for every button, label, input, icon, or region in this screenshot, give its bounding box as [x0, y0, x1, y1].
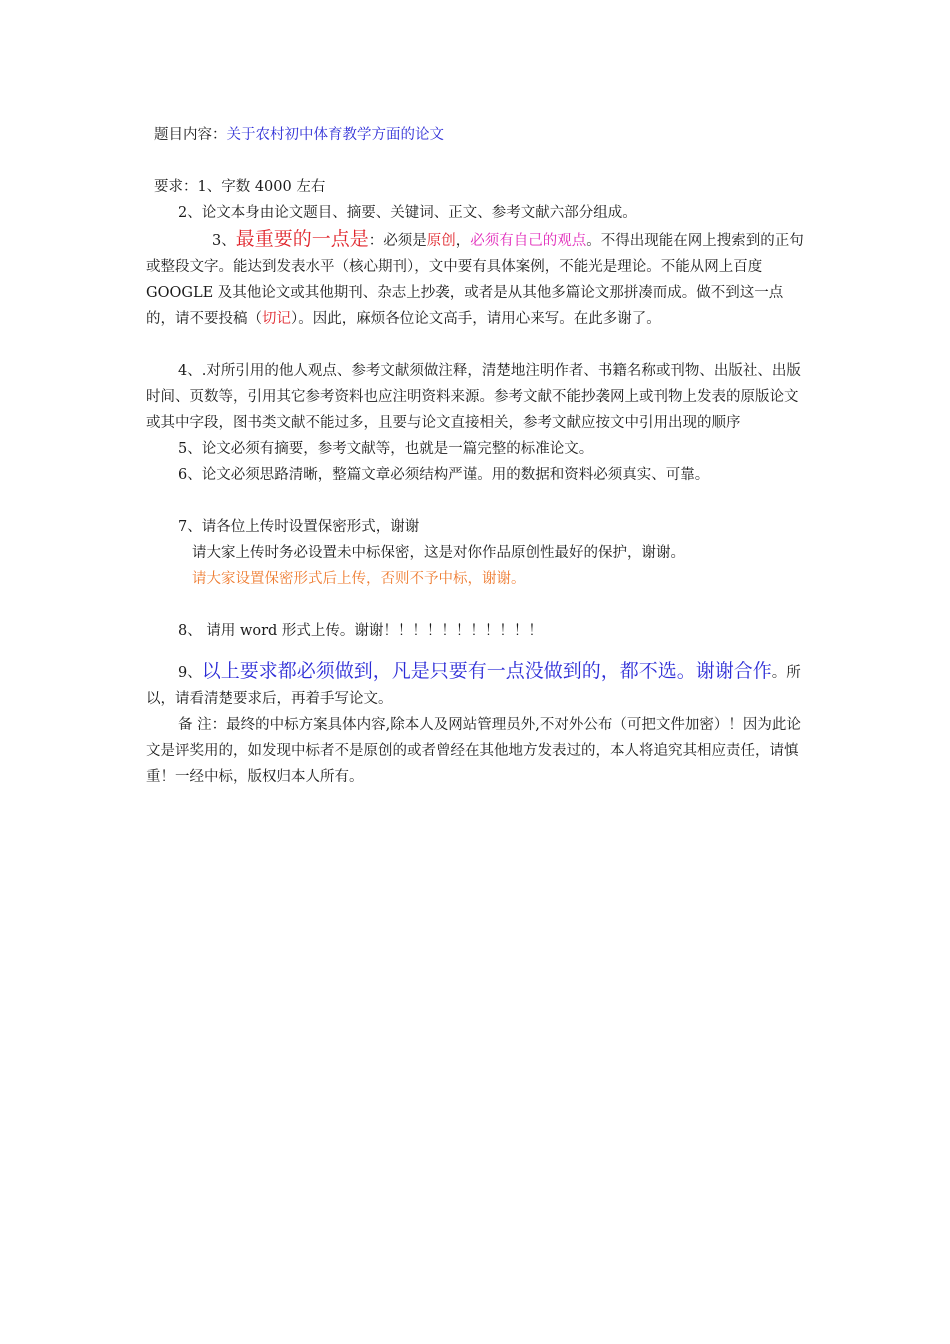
spacer — [146, 644, 810, 658]
req9-text: 。所以，请看清楚要求后，再着手写论文。 — [146, 665, 801, 707]
requirement-7-note-2: 请大家设置保密形式后上传，否则不予中标，谢谢。 — [192, 571, 526, 587]
requirement-8: 8、 请用 word 形式上传。谢谢！！！！！！！！！！！ — [178, 623, 543, 639]
req3-comma: ， — [455, 233, 471, 249]
spacer — [146, 488, 810, 514]
req3-own-view: 必须有自己的观点 — [470, 233, 587, 249]
document-body — [146, 122, 810, 790]
req3-emphasis: 最重要的一点是 — [235, 228, 369, 250]
requirement-5: 5、论文必须有摘要，参考文献等，也就是一篇完整的标准论文。 — [178, 441, 594, 457]
requirement-6: 6、论文必须思路清晰，整篇文章必须结构严谨。用的数据和资料必须真实、可靠。 — [178, 467, 710, 483]
req3-qieji: 切记 — [262, 311, 291, 327]
requirement-7: 7、请各位上传时设置保密形式，谢谢 — [178, 519, 420, 535]
title-line — [146, 122, 810, 148]
spacer — [146, 332, 810, 358]
req9-number: 9、 — [178, 665, 202, 681]
req3-original: 原创 — [426, 233, 456, 249]
req3-colon: ：必须是 — [368, 233, 427, 249]
spacer — [146, 592, 810, 618]
requirement-1: 要求：1、字数 4000 左右 — [154, 179, 326, 195]
requirement-7-note-1: 请大家上传时务必设置未中标保密，这是对你作品原创性最好的保护，谢谢。 — [192, 545, 685, 561]
title-label: 题目内容： — [154, 127, 227, 143]
spacer — [146, 148, 810, 174]
requirement-2: 2、论文本身由论文题目、摘要、关键词、正文、参考文献六部分组成。 — [178, 205, 637, 221]
req3-number: 3、 — [212, 233, 236, 249]
req3-text-2: ）。因此，麻烦各位论文高手，请用心来写。在此多谢了。 — [291, 311, 661, 327]
requirement-9 — [146, 658, 810, 712]
requirement-4: 4、.对所引用的他人观点、参考文献须做注释，清楚地注明作者、书籍名称或刊物、出版社、出版时间、页数等，引用其它参考资料也应注明资料来源。参考文献不能抄袭网上或刊物上发表的原版论文或其中字段，图书类文献不能过多，且要与论文直接相关，参考文献应按文中引用出现的顺序 — [146, 363, 801, 431]
title-topic: 关于农村初中体育教学方面的论文 — [226, 127, 444, 143]
note-paragraph: 备 注：最终的中标方案具体内容,除本人及网站管理员外,不对外公布（可把文件加密）！因为此论文是评奖用的，如发现中标者不是原创的或者曾经在其他地方发表过的，本人将追究其相应责任，请慎重！一经中标，版权归本人所有。 — [146, 717, 801, 785]
requirement-3 — [146, 226, 810, 332]
req3-text-1: 。不得出现能在网上搜索到的正句或整段文字。能达到发表水平（核心期刊），文中要有具体案例，不能光是理论。不能从网上百度 GOOGLE 及其他论文或其他期刊、杂志上抄袭，或者是从其他多篇论文那拼凑而成。做不到这一点的，请不要投稿（ — [146, 233, 804, 327]
req9-emphasis: 以上要求都必须做到，凡是只要有一点没做到的，都不选。谢谢合作 — [201, 660, 772, 682]
